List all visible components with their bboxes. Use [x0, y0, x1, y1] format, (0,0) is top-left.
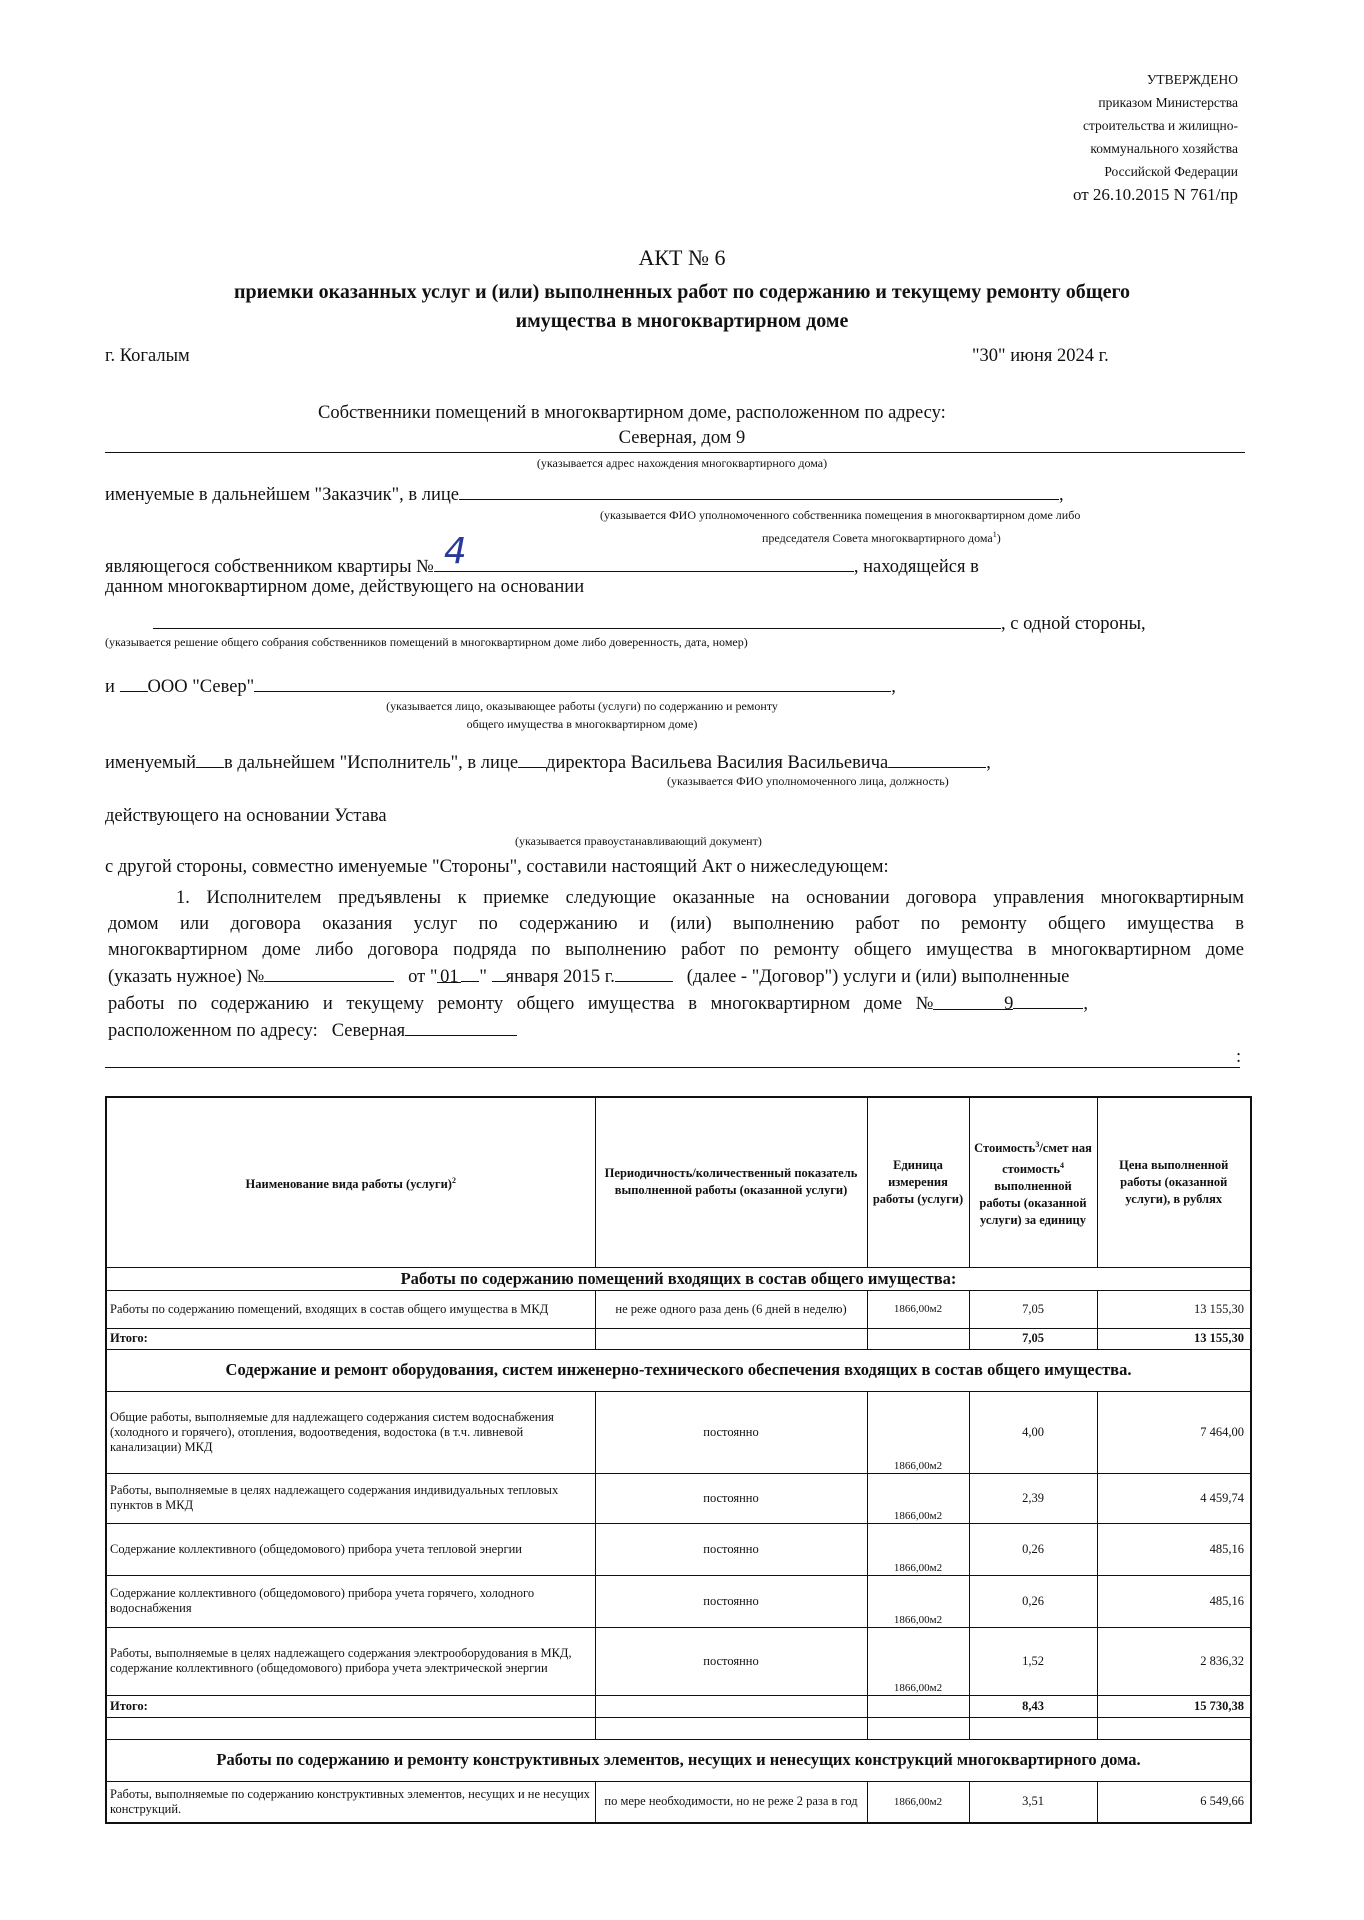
house-number-blank	[1013, 990, 1083, 1009]
works-table	[105, 1096, 1252, 1824]
table-row	[106, 1391, 1251, 1473]
basis-field-line	[153, 610, 1146, 635]
empty-cell	[969, 1717, 1097, 1739]
work-periodicity: постоянно	[595, 1627, 867, 1695]
customer-hint-2: председателя Совета многоквартирного дома$^1$)	[762, 530, 1001, 545]
table-row	[106, 1523, 1251, 1575]
total-cost: 8,43	[969, 1695, 1097, 1717]
empty-cell	[106, 1717, 595, 1739]
total-cost: 7,05	[969, 1328, 1097, 1349]
work-unit: 1866,00м2	[867, 1575, 969, 1627]
street-label: расположенном по адресу:	[108, 1021, 318, 1041]
work-cost: 4,00	[969, 1391, 1097, 1473]
contract-number-field[interactable]	[264, 963, 394, 982]
customer-line: именуемые в дальнейшем "Заказчик", в лице ,	[105, 481, 1064, 506]
table-row	[106, 1473, 1251, 1523]
house-number-label: работы по содержанию и текущему ремонту общего имущества в многоквартирном доме №	[108, 994, 934, 1014]
work-price: 13 155,30	[1097, 1290, 1251, 1328]
header-unit: Единица измерения работы (услуги)	[867, 1097, 969, 1267]
street-field[interactable]	[405, 1017, 517, 1036]
executor-blank	[196, 749, 224, 768]
clause-1-line5	[108, 990, 1244, 1017]
charter-hint: (указывается правоустанавливающий документ)	[515, 834, 762, 848]
act-subtitle-line2: имущества в многоквартирном доме	[515, 310, 849, 332]
contractor-hint-1: (указывается лицо, оказывающее работы (услуги) по содержанию и ремонту	[386, 699, 778, 713]
empty-row	[106, 1717, 1251, 1739]
work-name: Работы, выполняемые в целях надлежащего содержания электрооборудования в МКД, содержание коллективного (общедомового) прибора учета электрической энергии	[106, 1627, 595, 1695]
act-date: "30" июня 2024 г.	[972, 346, 1109, 366]
customer-hint-1: (указывается ФИО уполномоченного собственника помещения в многоквартирном доме либо	[600, 508, 1081, 522]
header-unit-cost: Стоимость$^3$/смет ная стоимость$^4$ выполненной работы (оказанной услуги) за единицу	[969, 1097, 1097, 1267]
work-name: Содержание коллективного (общедомового) прибора учета горячего, холодного водоснабжения	[106, 1575, 595, 1627]
apartment-number-handwritten: 4	[443, 531, 467, 572]
section-header	[106, 1739, 1251, 1781]
charter-line: действующего на основании Устава	[105, 806, 387, 826]
clause-1	[108, 885, 1244, 1044]
act-subtitle	[0, 278, 1364, 336]
work-name: Работы, выполняемые по содержанию конструктивных элементов, несущих и не несущих конструкций.	[106, 1781, 595, 1823]
executor-hint: (указывается ФИО уполномоченного лица, должность)	[667, 774, 949, 788]
total-price: 13 155,30	[1097, 1328, 1251, 1349]
address-hint: (указывается адрес нахождения многоквартирного дома)	[536, 456, 828, 470]
approved-line: Российской Федерации	[1104, 164, 1238, 179]
executor-line: именуемый в дальнейшем "Исполнитель", в лице директора Васильева Василия Васильевича ,	[105, 749, 991, 774]
contractor-name: ООО "Север"	[147, 677, 255, 697]
total-label: Итого:	[106, 1328, 595, 1349]
owners-intro: Собственники помещений в многоквартирном доме, расположенном по адресу:	[318, 403, 946, 423]
clause-1-line3: многоквартирном доме либо договора подряда по выполнению работ по ремонту общего имущества в многоквартирном доме	[108, 940, 1244, 960]
work-cost: 7,05	[969, 1290, 1097, 1328]
work-periodicity: постоянно	[595, 1391, 867, 1473]
basis-field[interactable]	[153, 610, 1001, 629]
header-periodicity: Периодичность/количественный показатель выполненной работы (оказанной услуги)	[595, 1097, 867, 1267]
address-colon: :	[1236, 1047, 1242, 1067]
work-name: Содержание коллективного (общедомового) прибора учета тепловой энергии	[106, 1523, 595, 1575]
contractor-line: и ООО "Север" ,	[105, 673, 896, 698]
section-2-title: Содержание и ремонт оборудования, систем инженерно-технического обеспечения входящих в состав общего имущества.	[106, 1349, 1251, 1391]
table-header-row	[106, 1097, 1251, 1267]
work-name: Работы, выполняемые в целях надлежащего содержания индивидуальных тепловых пунктов в МКД	[106, 1473, 595, 1523]
table-row	[106, 1290, 1251, 1328]
total-empty	[867, 1695, 969, 1717]
clause-1-line6	[108, 1017, 1244, 1044]
total-price: 15 730,38	[1097, 1695, 1251, 1717]
header-price: Цена выполненной работы (оказанной услуги), в рублях	[1097, 1097, 1251, 1267]
work-periodicity: постоянно	[595, 1473, 867, 1523]
work-unit: 1866,00м2	[867, 1781, 969, 1823]
total-empty	[595, 1328, 867, 1349]
header-work-name: Наименование вида работы (услуги)$^2$	[106, 1097, 595, 1267]
act-title: АКТ № 6	[638, 245, 726, 270]
approved-line: коммунального хозяйства	[1090, 141, 1238, 156]
contract-day-blank	[461, 963, 479, 982]
work-price: 485,16	[1097, 1575, 1251, 1627]
work-unit: 1866,00м2	[867, 1391, 969, 1473]
work-cost: 0,26	[969, 1575, 1097, 1627]
and-word: и	[105, 677, 115, 697]
work-price: 2 836,32	[1097, 1627, 1251, 1695]
work-name: Работы по содержанию помещений, входящих в состав общего имущества в МКД	[106, 1290, 595, 1328]
customer-prefix: именуемые в дальнейшем "Заказчик", в лице	[105, 485, 460, 505]
one-side: , с одной стороны,	[1001, 614, 1146, 634]
apartment-number-field[interactable]	[434, 531, 854, 572]
empty-cell	[595, 1717, 867, 1739]
work-periodicity: не реже одного раза день (6 дней в неделю)	[595, 1290, 867, 1328]
contract-number-label: (указать нужное) №	[108, 967, 265, 987]
work-unit: 1866,00м2	[867, 1523, 969, 1575]
approved-line: строительства и жилищно-	[1083, 118, 1238, 133]
work-cost: 2,39	[969, 1473, 1097, 1523]
property-address: Северная, дом 9	[618, 428, 746, 448]
other-side-line: с другой стороны, совместно именуемые "Стороны", составили настоящий Акт о нижеследующем:	[105, 857, 889, 877]
work-unit: 1866,00м2	[867, 1290, 969, 1328]
executor-mid: в дальнейшем "Исполнитель", в лице	[223, 753, 519, 773]
empty-cell	[1097, 1717, 1251, 1739]
work-cost: 3,51	[969, 1781, 1097, 1823]
approved-label: УТВЕРЖДЕНО	[1146, 72, 1238, 87]
section-header	[106, 1349, 1251, 1391]
contractor-hint-2: общего имущества в многоквартирном доме)	[466, 717, 698, 731]
act-subtitle-line1: приемки оказанных услуг и (или) выполненных работ по содержанию и текущему ремонту общего	[233, 281, 1131, 303]
executor-field[interactable]	[888, 749, 986, 768]
contractor-blank-left	[120, 673, 148, 692]
work-periodicity: постоянно	[595, 1523, 867, 1575]
work-name: Общие работы, выполняемые для надлежащего содержания систем водоснабжения (холодного и горячего), отопления, водоотведения, водостока (в т.ч. ливневой канализации) МКД	[106, 1391, 595, 1473]
total-row	[106, 1695, 1251, 1717]
clause-1-line1: 1. Исполнителем предъявлены к приемке следующие оказанные на основании договора управления многоквартирным	[176, 888, 1244, 908]
work-unit: 1866,00м2	[867, 1627, 969, 1695]
table-row	[106, 1781, 1251, 1823]
total-row	[106, 1328, 1251, 1349]
contract-date-quote: "	[479, 967, 487, 987]
section-3-title: Работы по содержанию и ремонту конструктивных элементов, несущих и ненесущих конструкций многоквартирного дома.	[106, 1739, 1251, 1781]
work-periodicity: по мере необходимости, но не реже 2 раза в год	[595, 1781, 867, 1823]
contract-date-label: от "	[408, 967, 438, 987]
approved-order-date: от 26.10.2015 N 761/пр	[1072, 185, 1238, 204]
clause-1-line4	[108, 963, 1244, 990]
act-city: г. Когалым	[105, 346, 190, 366]
total-empty	[595, 1695, 867, 1717]
approved-line: приказом Министерства	[1098, 95, 1238, 110]
work-unit: 1866,00м2	[867, 1473, 969, 1523]
empty-cell	[867, 1717, 969, 1739]
address-continuation-underline	[105, 1067, 1240, 1068]
apartment-prefix: являющегося собственником квартиры №	[105, 557, 434, 577]
total-label: Итого:	[106, 1695, 595, 1717]
work-price: 7 464,00	[1097, 1391, 1251, 1473]
contract-year-blank	[615, 963, 673, 982]
contract-after: (далее - "Договор") услуги и (или) выполненные	[686, 967, 1070, 987]
work-cost: 1,52	[969, 1627, 1097, 1695]
executor-blank-2	[518, 749, 546, 768]
section-header	[106, 1267, 1251, 1290]
executor-prefix: именуемый	[105, 753, 196, 773]
apartment-suffix: , находящейся в	[853, 557, 979, 577]
customer-name-field[interactable]	[459, 481, 1059, 500]
address-underline	[105, 452, 1245, 453]
house-comma: ,	[1083, 994, 1089, 1014]
contract-day: 01	[437, 964, 461, 983]
contract-month-blank	[492, 963, 506, 982]
house-number: 9	[933, 991, 1013, 1010]
street-name: Северная	[331, 1021, 406, 1041]
work-price: 485,16	[1097, 1523, 1251, 1575]
approval-stamp	[1073, 68, 1238, 206]
section-1-title: Работы по содержанию помещений входящих в состав общего имущества:	[106, 1267, 1251, 1290]
basis-hint: (указывается решение общего собрания собственников помещений в многоквартирном доме либо доверенность, дата, номер)	[105, 635, 748, 649]
executor-name: директора Васильева Василия Васильевича	[546, 753, 889, 773]
table-row	[106, 1627, 1251, 1695]
work-price: 4 459,74	[1097, 1473, 1251, 1523]
work-periodicity: постоянно	[595, 1575, 867, 1627]
contractor-field[interactable]	[254, 673, 891, 692]
total-empty	[867, 1328, 969, 1349]
work-price: 6 549,66	[1097, 1781, 1251, 1823]
clause-1-line2: домом или договора оказания услуг по содержанию и (или) выполнению работ по ремонту общего имущества в	[108, 914, 1244, 934]
basis-line: данном многоквартирном доме, действующего на основании	[105, 577, 585, 597]
work-cost: 0,26	[969, 1523, 1097, 1575]
contract-month: января 2015 г.	[505, 967, 615, 987]
table-row	[106, 1575, 1251, 1627]
